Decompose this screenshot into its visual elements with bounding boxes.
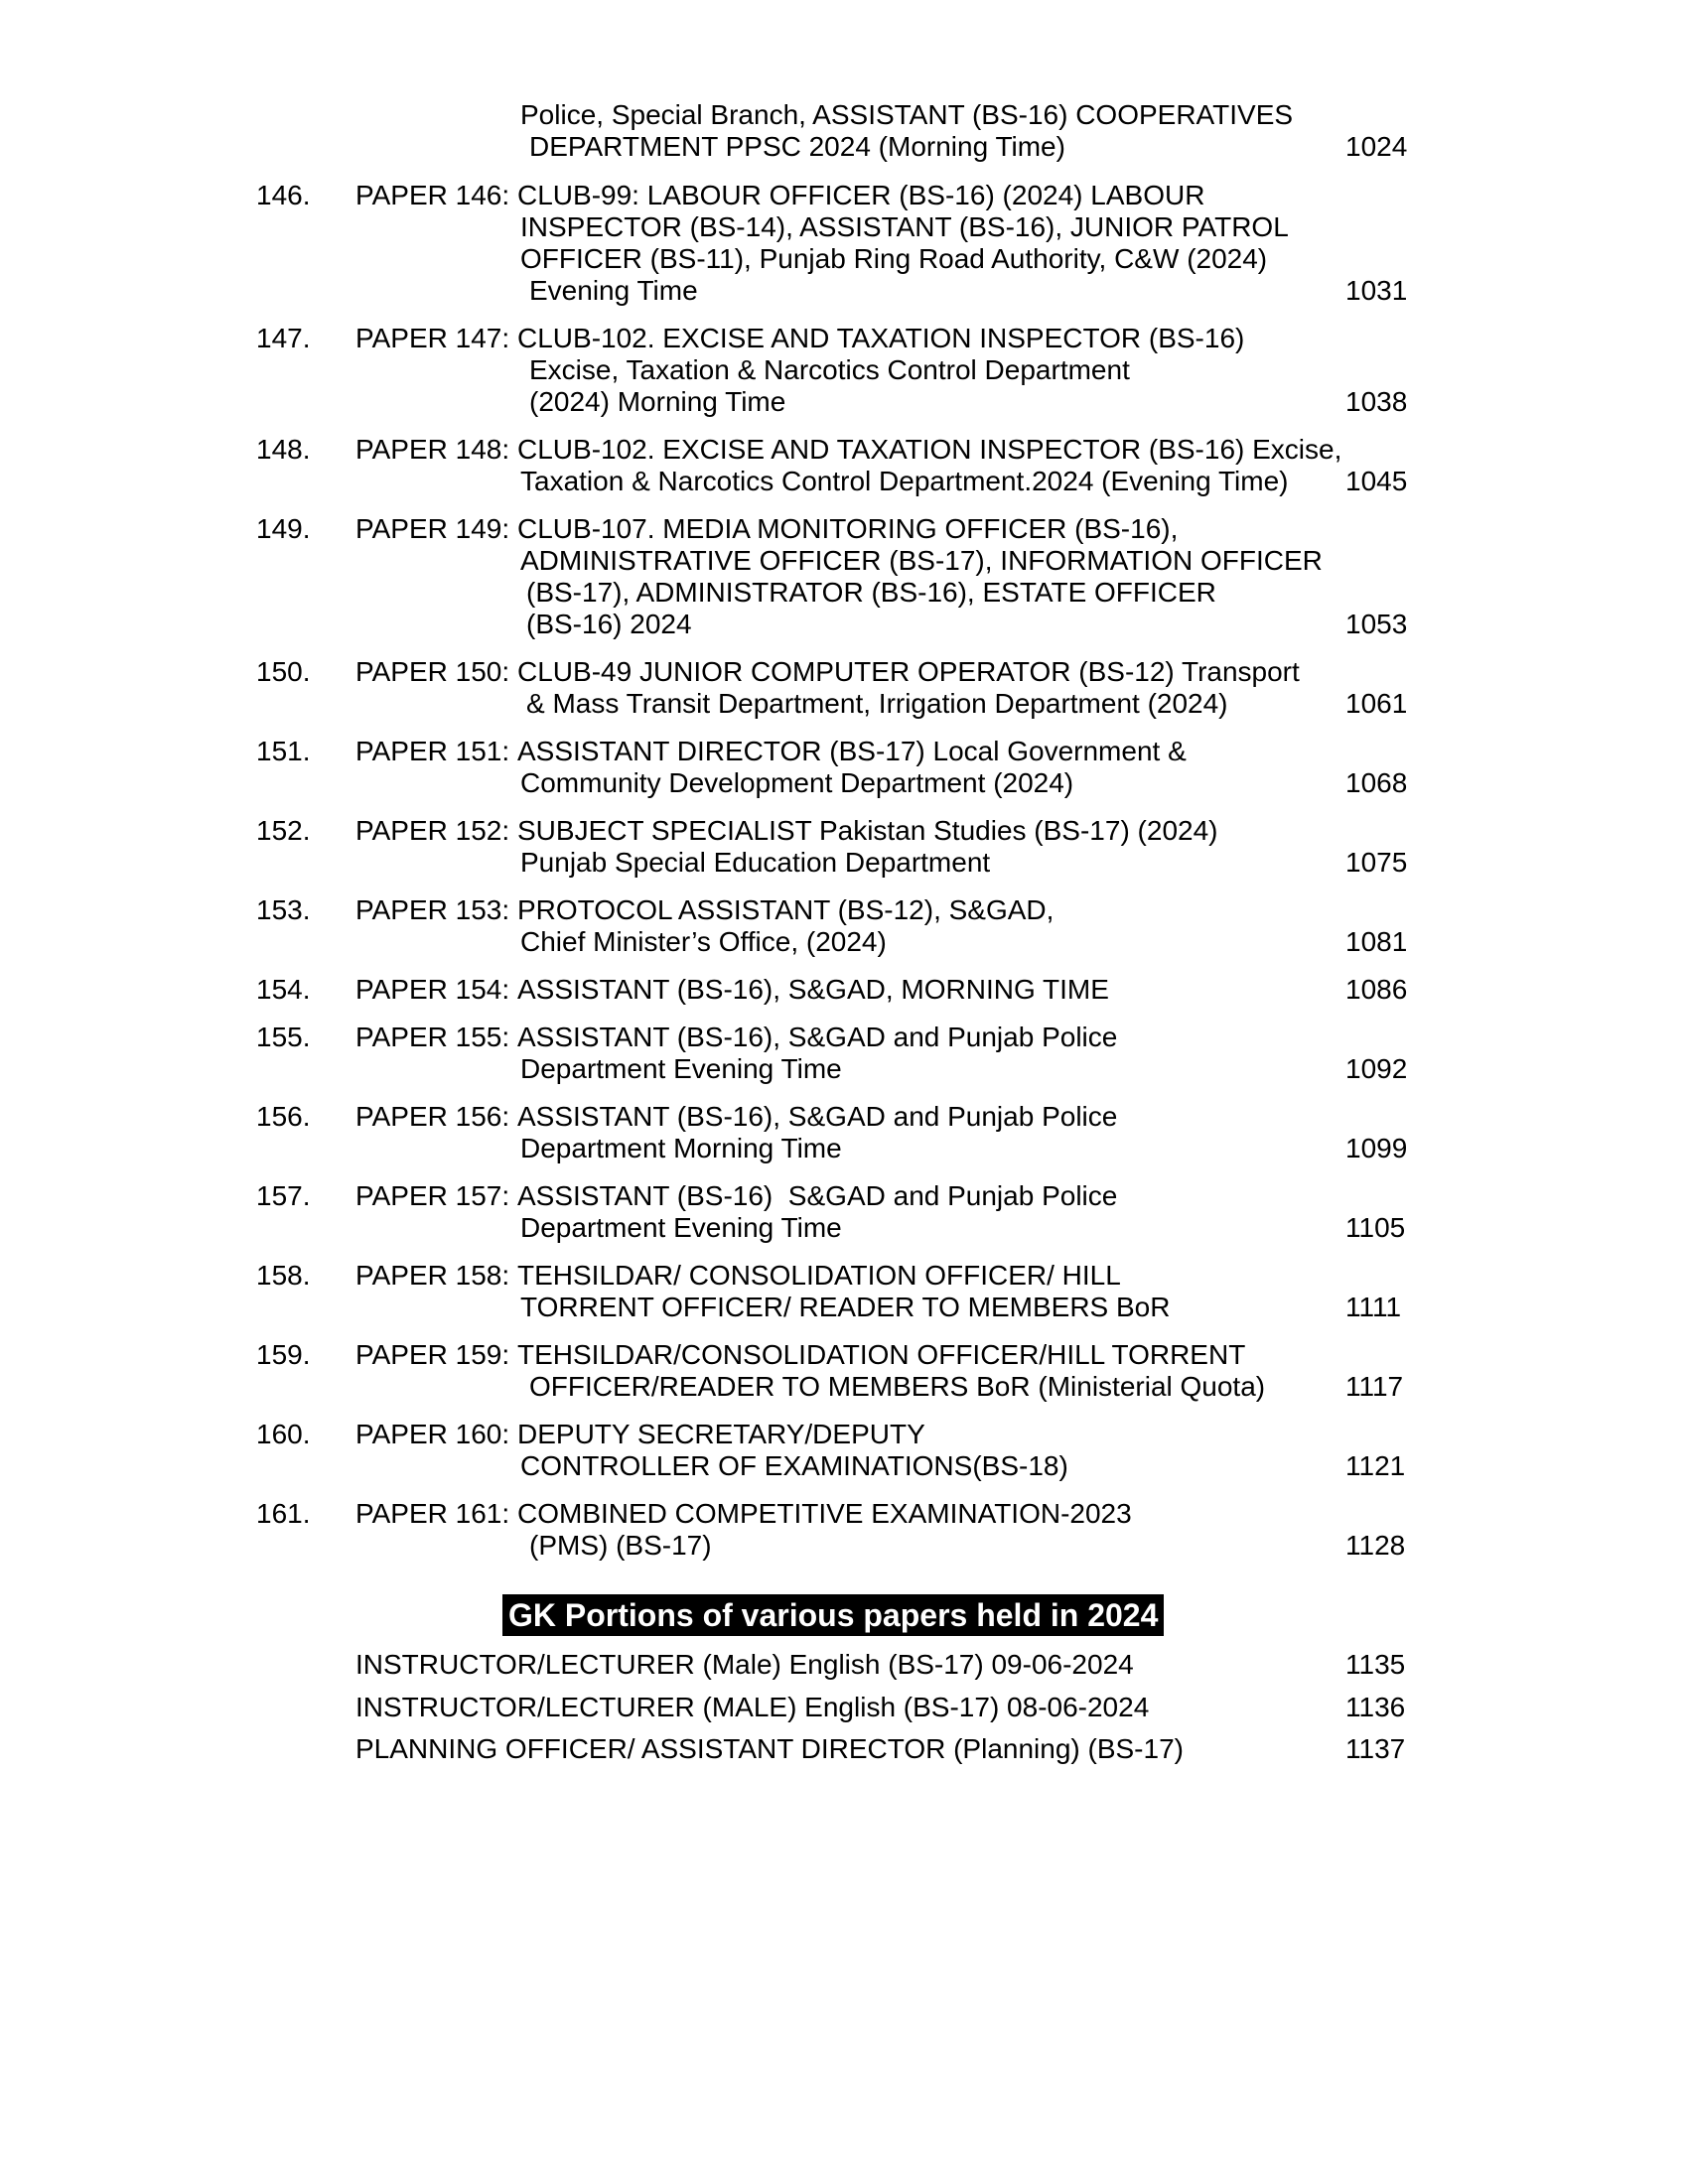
entry-page-number: 1121 bbox=[1345, 1450, 1406, 1481]
entry-line: Excise, Taxation & Narcotics Control Department bbox=[529, 354, 1130, 385]
gk-item-page-number: 1135 bbox=[1345, 1649, 1406, 1680]
entry-page-number: 1099 bbox=[1345, 1133, 1408, 1163]
entry-line: CONTROLLER OF EXAMINATIONS(BS-18) bbox=[520, 1450, 1068, 1481]
entry-paper-label: PAPER 152: bbox=[355, 815, 510, 846]
entry-page-number: 1045 bbox=[1345, 466, 1408, 496]
entry-number: 154. bbox=[256, 974, 311, 1005]
entry-page-number: 1105 bbox=[1345, 1212, 1406, 1243]
entry-line: Community Development Department (2024) bbox=[520, 767, 1074, 798]
entry-paper-label: PAPER 155: bbox=[355, 1022, 510, 1052]
entry-paper-label: PAPER 160: bbox=[355, 1419, 510, 1449]
entry-number: 153. bbox=[256, 894, 311, 925]
entry-number: 156. bbox=[256, 1101, 311, 1132]
entry-number: 160. bbox=[256, 1419, 311, 1449]
entry-line: Police, Special Branch, ASSISTANT (BS-16) COOPERATIVES bbox=[520, 99, 1294, 130]
gk-item-text: INSTRUCTOR/LECTURER (MALE) English (BS-17) 08-06-2024 bbox=[355, 1692, 1150, 1722]
entry-number: 152. bbox=[256, 815, 311, 846]
entry-paper-label: PAPER 153: bbox=[355, 894, 510, 925]
entry-paper-label: PAPER 161: bbox=[355, 1498, 510, 1529]
entry-paper-label: PAPER 146: bbox=[355, 180, 510, 210]
entry-number: 149. bbox=[256, 513, 311, 544]
entry-page-number: 1031 bbox=[1345, 275, 1408, 306]
entry-line: INSPECTOR (BS-14), ASSISTANT (BS-16), JUNIOR PATROL bbox=[520, 211, 1289, 242]
entry-number: 151. bbox=[256, 736, 311, 766]
gk-item-text: PLANNING OFFICER/ ASSISTANT DIRECTOR (Planning) (BS-17) bbox=[355, 1733, 1184, 1764]
entry-page-number: 1092 bbox=[1345, 1053, 1408, 1084]
entry-page-number: 1128 bbox=[1345, 1530, 1406, 1561]
entry-line: Punjab Special Education Department bbox=[520, 847, 991, 878]
entry-paper-label: PAPER 151: bbox=[355, 736, 510, 766]
entry-line: ASSISTANT (BS-16) S&GAD and Punjab Police bbox=[517, 1180, 1118, 1211]
gk-item-text: INSTRUCTOR/LECTURER (Male) English (BS-17) 09-06-2024 bbox=[355, 1649, 1134, 1680]
entry-line: & Mass Transit Department, Irrigation Department (2024) bbox=[526, 688, 1228, 719]
entry-page-number: 1068 bbox=[1345, 767, 1408, 798]
entry-page-number: 1111 bbox=[1345, 1292, 1402, 1322]
entry-paper-label: PAPER 158: bbox=[355, 1260, 510, 1291]
entry-paper-label: PAPER 159: bbox=[355, 1339, 510, 1370]
gk-item-page-number: 1137 bbox=[1345, 1733, 1406, 1764]
entry-line: ASSISTANT (BS-16), S&GAD and Punjab Police bbox=[517, 1022, 1118, 1052]
entry-line: ASSISTANT DIRECTOR (BS-17) Local Government & bbox=[517, 736, 1187, 766]
entry-line: Taxation & Narcotics Control Department.2024 (Evening Time) bbox=[520, 466, 1289, 496]
entry-line: TORRENT OFFICER/ READER TO MEMBERS BoR bbox=[520, 1292, 1171, 1322]
entry-number: 161. bbox=[256, 1498, 311, 1529]
entry-line: Chief Minister’s Office, (2024) bbox=[520, 926, 887, 957]
entry-number: 150. bbox=[256, 656, 311, 687]
entry-line: DEPARTMENT PPSC 2024 (Morning Time) bbox=[529, 131, 1065, 162]
entry-line: Department Morning Time bbox=[520, 1133, 842, 1163]
entry-line: (BS-17), ADMINISTRATOR (BS-16), ESTATE OFFICER bbox=[526, 577, 1216, 608]
entry-line: CLUB-107. MEDIA MONITORING OFFICER (BS-16), bbox=[517, 513, 1179, 544]
entry-number: 147. bbox=[256, 323, 311, 353]
entry-number: 159. bbox=[256, 1339, 311, 1370]
entry-line: COMBINED COMPETITIVE EXAMINATION-2023 bbox=[517, 1498, 1132, 1529]
entry-line: OFFICER/READER TO MEMBERS BoR (Ministerial Quota) bbox=[529, 1371, 1266, 1402]
entry-number: 146. bbox=[256, 180, 311, 210]
entry-page-number: 1117 bbox=[1345, 1371, 1404, 1402]
entry-number: 148. bbox=[256, 434, 311, 465]
entry-page-number: 1024 bbox=[1345, 131, 1408, 162]
entry-line: Evening Time bbox=[529, 275, 698, 306]
entry-paper-label: PAPER 150: bbox=[355, 656, 510, 687]
entry-line: CLUB-102. EXCISE AND TAXATION INSPECTOR (BS-16) bbox=[517, 323, 1245, 353]
entry-line: TEHSILDAR/ CONSOLIDATION OFFICER/ HILL bbox=[517, 1260, 1121, 1291]
entry-line: Department Evening Time bbox=[520, 1053, 842, 1084]
entry-page-number: 1038 bbox=[1345, 386, 1408, 417]
entry-paper-label: PAPER 149: bbox=[355, 513, 510, 544]
entry-paper-label: PAPER 148: bbox=[355, 434, 510, 465]
entry-number: 158. bbox=[256, 1260, 311, 1291]
entry-paper-label: PAPER 154: bbox=[355, 974, 510, 1005]
entry-page-number: 1081 bbox=[1345, 926, 1408, 957]
entry-line: ADMINISTRATIVE OFFICER (BS-17), INFORMATION OFFICER bbox=[520, 545, 1323, 576]
entry-number: 155. bbox=[256, 1022, 311, 1052]
entry-line: (2024) Morning Time bbox=[529, 386, 786, 417]
entry-page-number: 1075 bbox=[1345, 847, 1408, 878]
entry-paper-label: PAPER 156: bbox=[355, 1101, 510, 1132]
entry-page-number: 1053 bbox=[1345, 609, 1408, 639]
gk-item-page-number: 1136 bbox=[1345, 1692, 1406, 1722]
entry-line: SUBJECT SPECIALIST Pakistan Studies (BS-17) (2024) bbox=[517, 815, 1218, 846]
entry-paper-label: PAPER 147: bbox=[355, 323, 510, 353]
entry-page-number: 1061 bbox=[1345, 688, 1408, 719]
entry-paper-label: PAPER 157: bbox=[355, 1180, 510, 1211]
entry-number: 157. bbox=[256, 1180, 311, 1211]
entry-line: CLUB-102. EXCISE AND TAXATION INSPECTOR (BS-16) Excise, bbox=[517, 434, 1342, 465]
entry-page-number: 1086 bbox=[1345, 974, 1408, 1005]
entry-line: OFFICER (BS-11), Punjab Ring Road Authority, C&W (2024) bbox=[520, 243, 1268, 274]
entry-line: Department Evening Time bbox=[520, 1212, 842, 1243]
entry-line: PROTOCOL ASSISTANT (BS-12), S&GAD, bbox=[517, 894, 1055, 925]
entry-line: ASSISTANT (BS-16), S&GAD, MORNING TIME bbox=[517, 974, 1109, 1005]
entry-line: ASSISTANT (BS-16), S&GAD and Punjab Police bbox=[517, 1101, 1118, 1132]
entry-line: DEPUTY SECRETARY/DEPUTY bbox=[517, 1419, 925, 1449]
entry-line: CLUB-49 JUNIOR COMPUTER OPERATOR (BS-12) Transport bbox=[517, 656, 1300, 687]
entry-line: TEHSILDAR/CONSOLIDATION OFFICER/HILL TORRENT bbox=[517, 1339, 1246, 1370]
entry-line: (PMS) (BS-17) bbox=[529, 1530, 712, 1561]
gk-section-heading: GK Portions of various papers held in 2024 bbox=[502, 1594, 1164, 1636]
entry-line: CLUB-99: LABOUR OFFICER (BS-16) (2024) LABOUR bbox=[517, 180, 1205, 210]
entry-line: (BS-16) 2024 bbox=[526, 609, 692, 639]
